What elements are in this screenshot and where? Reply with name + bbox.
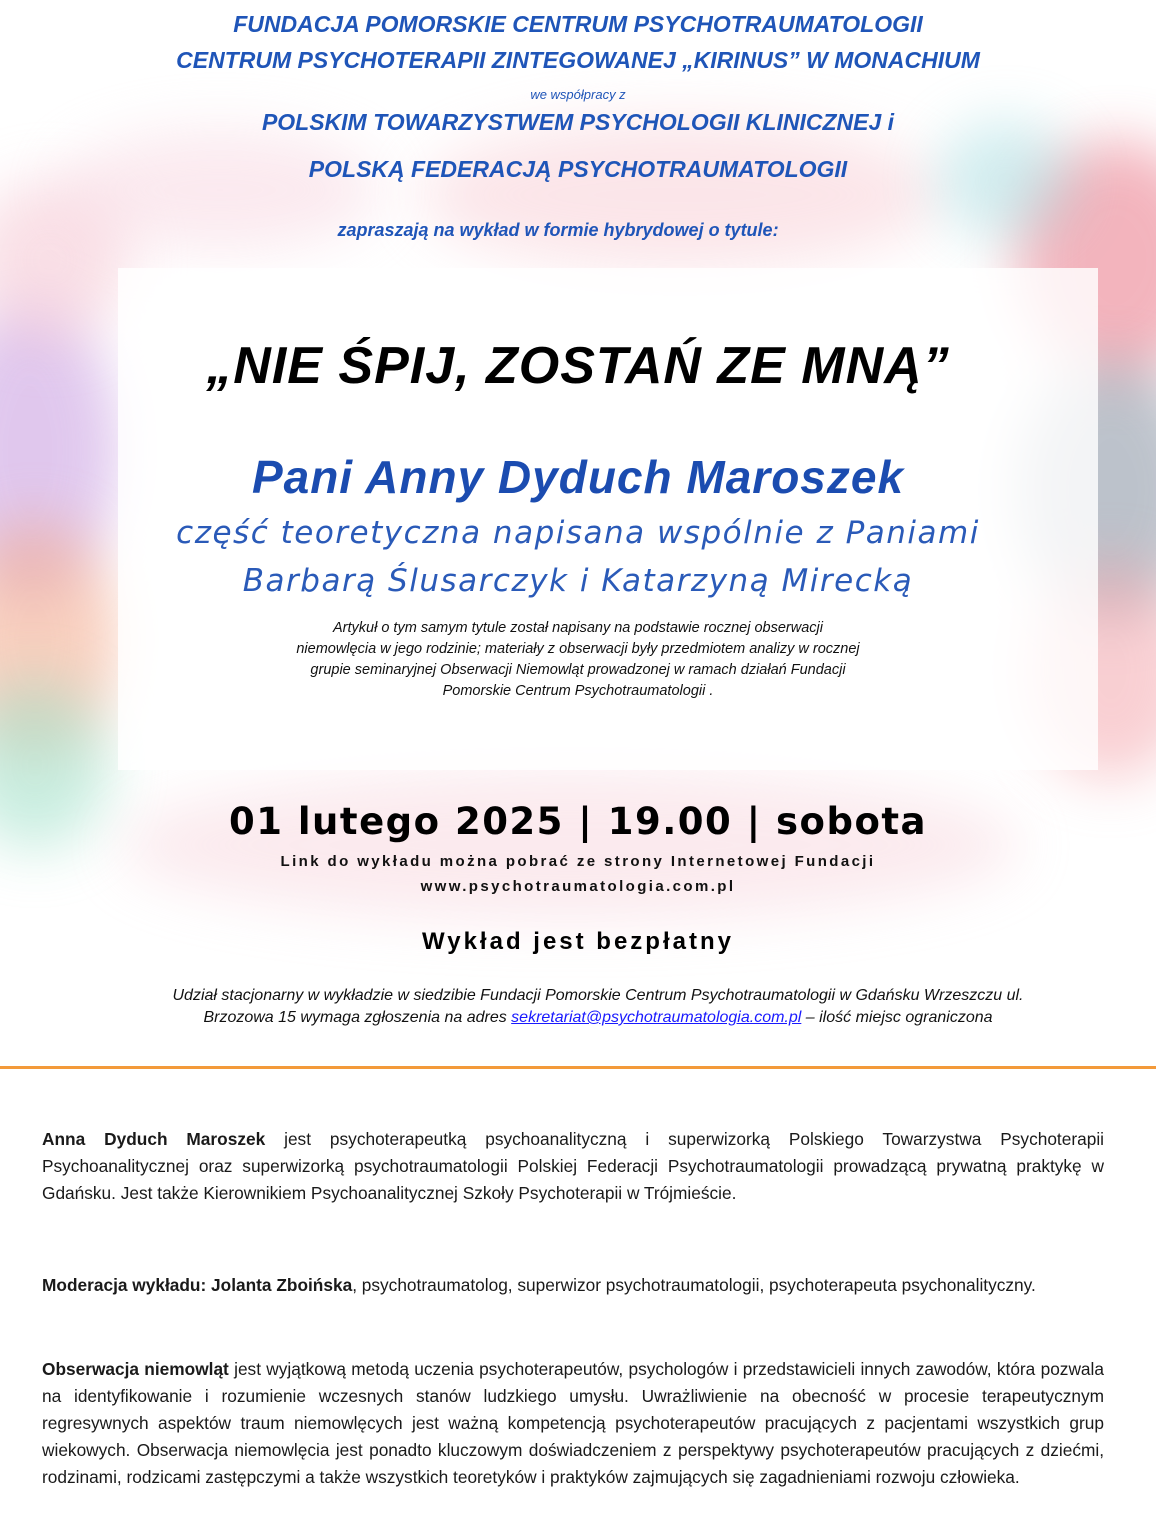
watercolor-decoration (120, 770, 1020, 920)
speaker-bio-name: Anna Dyduch Maroszek (42, 1129, 266, 1149)
org-line-4: POLSKĄ FEDERACJĄ PSYCHOTRAUMATOLOGII (308, 156, 848, 182)
article-note-line: niemowlęcia w jego rodzinie; materiały z obserwacji były przedmiotem analizy w rocznej (296, 641, 860, 657)
moderation-info (42, 1272, 1104, 1299)
orange-divider (0, 1066, 1156, 1069)
article-note-line: Pomorskie Centrum Psychotraumatologii . (442, 683, 714, 699)
article-note (0, 618, 1156, 702)
moderation-text: , psychotraumatolog, superwizor psychotraumatologii, psychoterapeuta psychonalityczny. (352, 1275, 1036, 1295)
venue-line-2-suffix: – ilość miejsc ograniczona (801, 1009, 993, 1026)
observation-text: jest wyjątkową metodą uczenia psychoterapeutów, psychologów i przedstawicieli innych zawodów, która pozwala na identyfikowanie i rozumienie wczesnych stanów ludzkiego umysłu. Uwrażliwienie na obecność w procesie terapeutycznym regresywnych aspektów traum niemowlęcych jest ważną kompetencją psychoterapeutów pracujących z pacjentami wszystkich grup wiekowych. Obserwacja niemowlęcia jest ponadto kluczowym doświadczeniem z perspektywy psychoterapeutów pracujących z dziećmi, rodzinami, rodzicami zastępczymi a także wszystkich teoretyków i praktyków zajmujących się zagadnieniami rozwoju człowieka. (42, 1359, 1104, 1487)
cooperation-text: we współpracy z (530, 87, 626, 102)
event-datetime: 01 lutego 2025 | 19.00 | sobota (228, 800, 928, 843)
speaker-bio-text: jest psychoterapeutką psychoanalityczną i superwizorką Polskiego Towarzystwa Psychoterapii Psychoanalitycznej oraz superwizorką psychotraumatologii Polskiej Federacji Psychotraumatologii prowadzącą prywatną praktykę w Gdańsku. Jest także Kierownikiem Psychoanalitycznej Szkoły Psychoterapii w Trójmieście. (42, 1129, 1104, 1203)
speaker-name: Pani Anny Dyduch Maroszek (251, 451, 905, 503)
speaker-bio (42, 1126, 1104, 1207)
article-note-line: grupie seminaryjnej Obserwacji Niemowląt prowadzonej w ramach działań Fundacji (310, 662, 846, 678)
article-note-line: Artykuł o tym samym tytule został napisany na podstawie rocznej obserwacji (333, 620, 823, 636)
venue-info (20, 985, 1156, 1029)
org-line-3: POLSKIM TOWARZYSTWEM PSYCHOLOGII KLINICZNEJ i (261, 109, 895, 135)
link-info: Link do wykładu można pobrać ze strony Internetowej Fundacji (280, 853, 876, 870)
coauthors-line-2: Barbarą Ślusarczyk i Katarzyną Mirecką (242, 563, 914, 599)
website-link[interactable]: www.psychotraumatologia.com.pl (420, 878, 736, 895)
observation-description (42, 1356, 1104, 1491)
moderation-label: Moderacja wykładu: Jolanta Zboińska (42, 1275, 353, 1295)
org-line-1: FUNDACJA POMORSKIE CENTRUM PSYCHOTRAUMATOLOGII (233, 11, 923, 37)
coauthors-line-1: część teoretyczna napisana wspólnie z Paniami (176, 515, 980, 551)
org-line-2: CENTRUM PSYCHOTERAPII ZINTEGOWANEJ „KIRINUS” W MONACHIUM (176, 47, 980, 73)
venue-line-1: Udział stacjonarny w wykładzie w siedzibie Fundacji Pomorskie Centrum Psychotraumatologii w Gdańsku Wrzeszczu ul. (172, 987, 1024, 1004)
email-link[interactable]: sekretariat@psychotraumatologia.com.pl (511, 1009, 802, 1026)
venue-line-2 (20, 1007, 1156, 1029)
venue-line-2-prefix: Brzozowa 15 wymaga zgłoszenia na adres (203, 1009, 512, 1026)
invitation-text: zapraszają na wykład w formie hybrydowej o tytule: (337, 220, 779, 240)
observation-label: Obserwacja niemowląt (42, 1359, 229, 1379)
lecture-title: „NIE ŚPIJ, ZOSTAŃ ZE MNĄ” (206, 337, 950, 395)
free-admission-text: Wykład jest bezpłatny (422, 928, 734, 955)
watercolor-decoration (420, 120, 940, 270)
